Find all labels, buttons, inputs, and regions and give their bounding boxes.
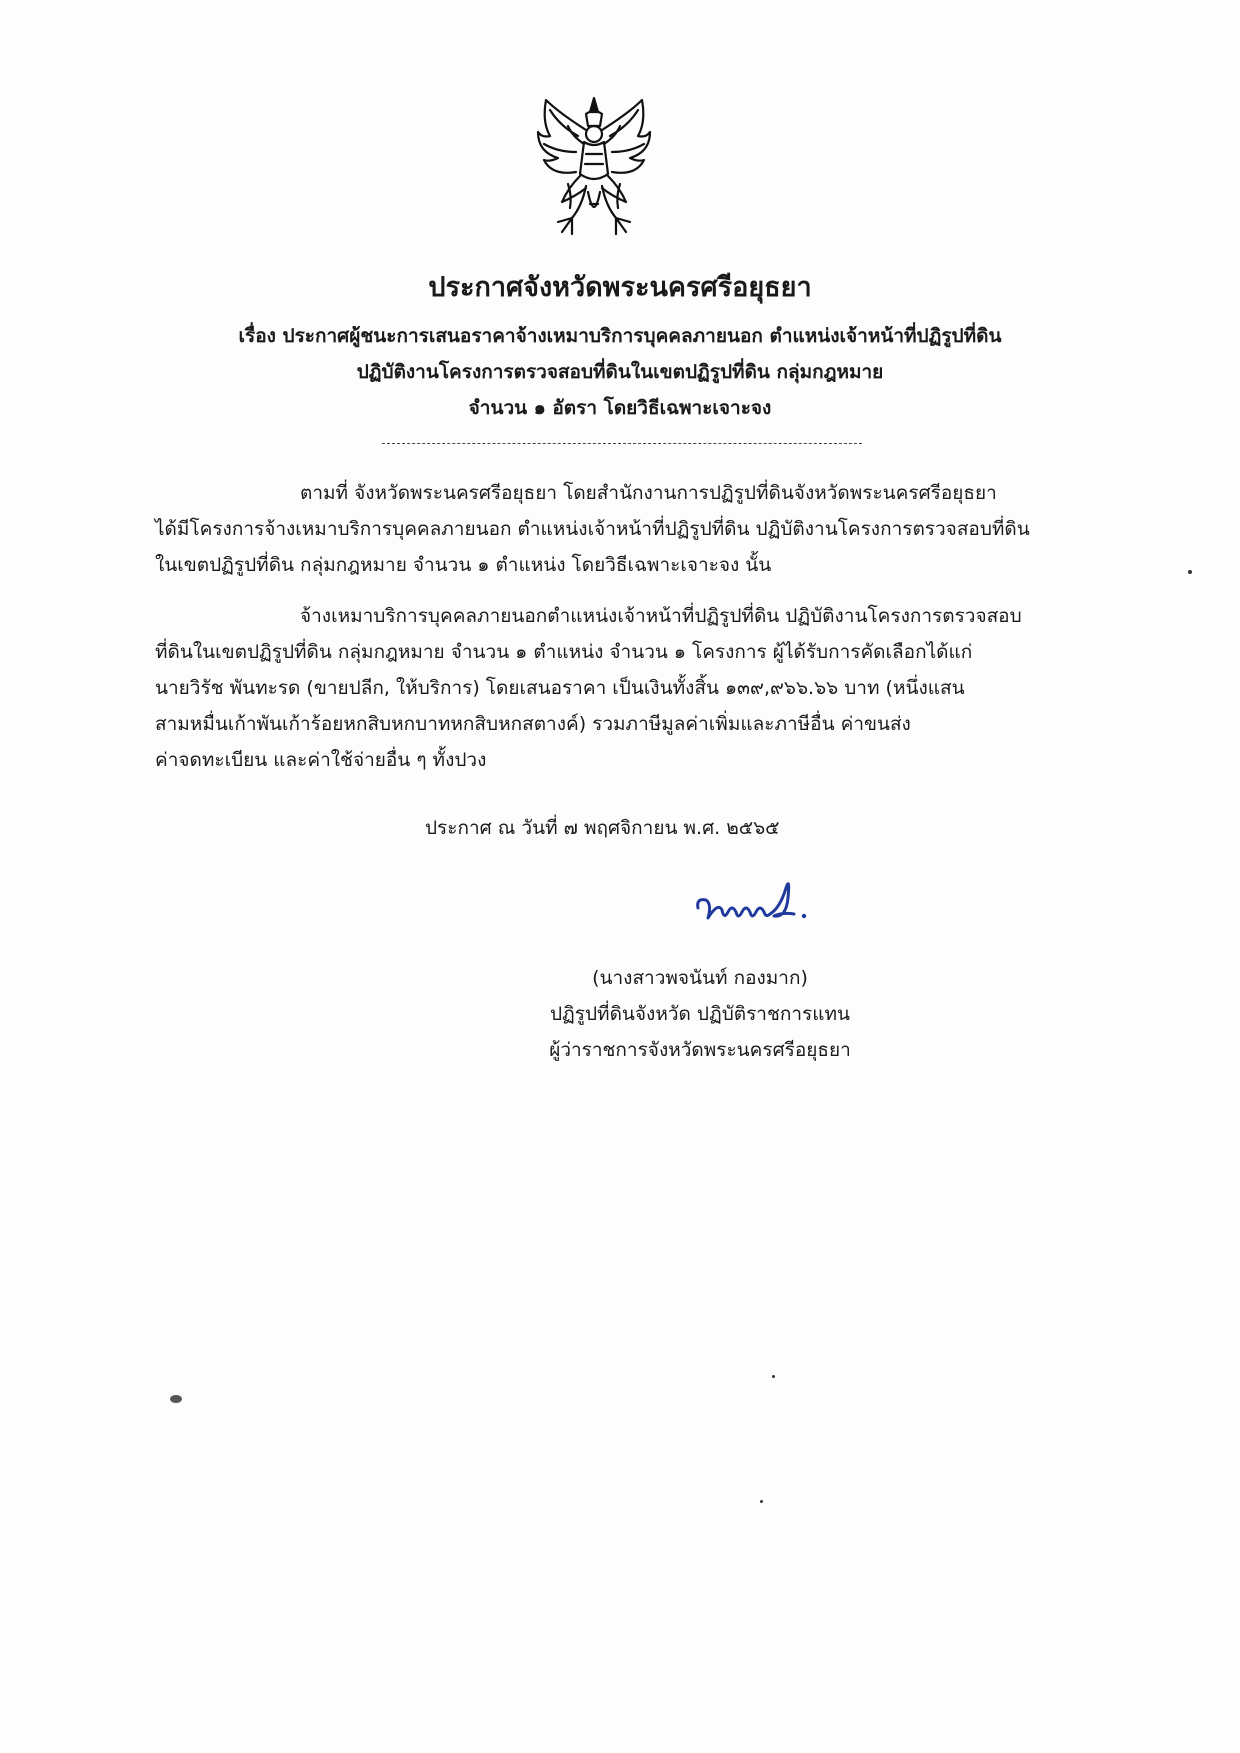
announcement-subject xyxy=(150,318,1090,426)
paragraph-line: ในเขตปฏิรูปที่ดิน กลุ่มกฎหมาย จำนวน ๑ ตำแหน่ง โดยวิธีเฉพาะเจาะจง นั้น xyxy=(155,554,772,576)
announcement-date: ประกาศ ณ วันที่ ๗ พฤศจิกายน พ.ศ. ๒๕๖๕ xyxy=(425,817,780,839)
paragraph-line: ที่ดินในเขตปฏิรูปที่ดิน กลุ่มกฎหมาย จำนวน ๑ ตำแหน่ง จำนวน ๑ โครงการ ผู้ได้รับการคัดเลือกได้แก่ xyxy=(155,641,973,663)
signer-position: ผู้ว่าราชการจังหวัดพระนครศรีอยุธยา xyxy=(549,1039,851,1061)
scan-speck xyxy=(170,1395,182,1403)
paragraph-line: นายวิรัช พันทะรด (ขายปลีก, ให้บริการ) โดยเสนอราคา เป็นเงินทั้งสิ้น ๑๓๙,๙๖๖.๖๖ บาท (หนึ่งแสน xyxy=(155,677,965,699)
paragraph-line: สามหมื่นเก้าพันเก้าร้อยหกสิบหกบาทหกสิบหกสตางค์) รวมภาษีมูลค่าเพิ่มและภาษีอื่น ค่าขนส่ง xyxy=(155,713,911,735)
paragraph-line: จ้างเหมาบริการบุคคลภายนอกตำแหน่งเจ้าหน้าที่ปฏิรูปที่ดิน ปฏิบัติงานโครงการตรวจสอบ xyxy=(300,605,1022,627)
signer-position: ปฏิรูปที่ดินจังหวัด ปฏิบัติราชการแทน xyxy=(549,1003,851,1025)
subject-line: จำนวน ๑ อัตรา โดยวิธีเฉพาะเจาะจง xyxy=(468,397,772,419)
scan-speck xyxy=(1188,570,1192,574)
paragraph-background xyxy=(155,475,1100,583)
announcement-title: ประกาศจังหวัดพระนครศรีอยุธยา xyxy=(428,272,812,303)
dashed-divider xyxy=(382,443,862,444)
signer-block xyxy=(520,960,880,1068)
paragraph-line: ค่าจดทะเบียน และค่าใช้จ่ายอื่น ๆ ทั้งปวง xyxy=(155,749,487,771)
paragraph-line: ได้มีโครงการจ้างเหมาบริการบุคคลภายนอก ตำแหน่งเจ้าหน้าที่ปฏิรูปที่ดิน ปฏิบัติงานโครงการตรวจสอบที่ดิน xyxy=(155,518,1030,540)
paragraph-award xyxy=(155,598,1100,778)
handwritten-signature xyxy=(690,868,820,938)
paragraph-line: ตามที่ จังหวัดพระนครศรีอยุธยา โดยสำนักงานการปฏิรูปที่ดินจังหวัดพระนครศรีอยุธยา xyxy=(300,482,997,504)
subject-line: ปฏิบัติงานโครงการตรวจสอบที่ดินในเขตปฏิรูปที่ดิน กลุ่มกฎหมาย xyxy=(356,361,884,383)
subject-line: เรื่อง ประกาศผู้ชนะการเสนอราคาจ้างเหมาบริการบุคคลภายนอก ตำแหน่งเจ้าหน้าที่ปฏิรูปที่ดิน xyxy=(238,325,1002,347)
signer-name: (นางสาวพจนันท์ กองมาก) xyxy=(592,967,808,989)
scan-speck xyxy=(760,1500,763,1503)
scan-speck xyxy=(772,1375,775,1378)
garuda-emblem-icon xyxy=(528,92,660,242)
